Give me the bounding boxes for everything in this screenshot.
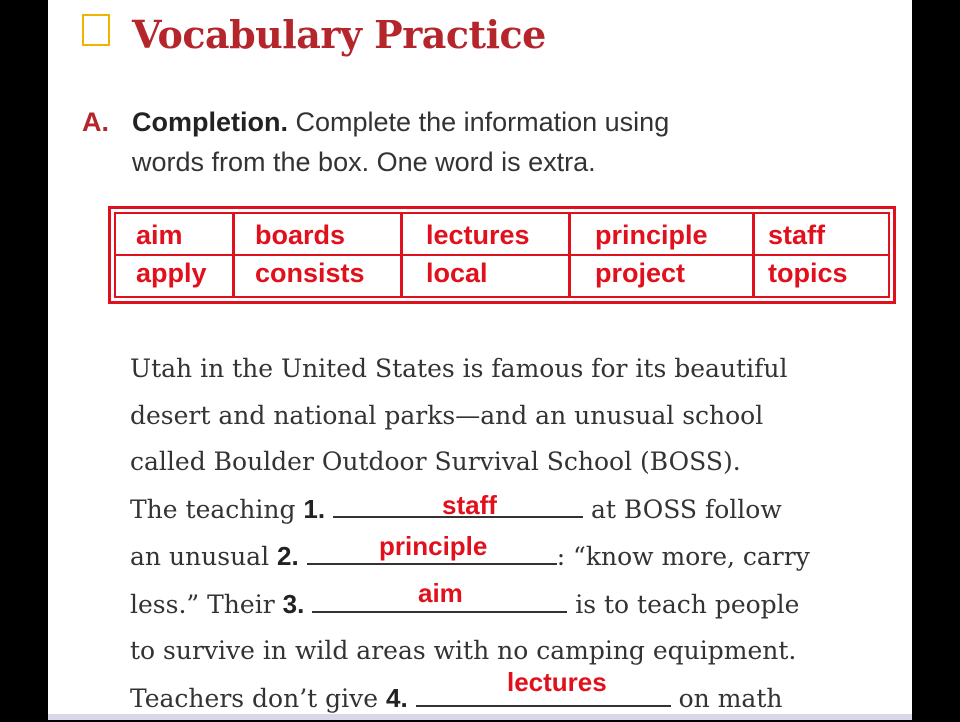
word-apply: apply	[136, 258, 207, 289]
passage-line: called Boulder Outdoor Survival School (BOSS).	[130, 439, 870, 486]
passage-line	[130, 486, 870, 534]
blank-number-2: 2.	[277, 541, 299, 571]
instruction-text-1: Complete the information using	[296, 107, 670, 137]
word-consists: consists	[255, 258, 365, 289]
word-topics: topics	[768, 258, 848, 289]
word-staff: staff	[768, 220, 825, 251]
passage-text: less.” Their	[130, 590, 275, 619]
exercise-letter: A.	[82, 102, 132, 142]
section-icon	[82, 14, 110, 46]
passage-text: Teachers don’t give	[130, 684, 378, 713]
passage-text: on math	[679, 684, 783, 713]
instruction-text-2: words from the box. One word is extra.	[82, 142, 782, 182]
word-boards: boards	[255, 220, 345, 251]
blank-number-1: 1.	[303, 494, 325, 524]
passage-text: : “know more, carry	[557, 542, 810, 571]
answer-2: principle	[379, 531, 487, 562]
word-aim: aim	[136, 220, 183, 251]
bottom-strip	[48, 714, 912, 720]
exercise-name: Completion.	[132, 107, 288, 137]
passage-text: at BOSS follow	[591, 495, 782, 524]
answer-3: aim	[418, 578, 463, 609]
word-project: project	[595, 258, 685, 289]
passage-line	[130, 533, 870, 581]
passage-line: desert and national parks—and an unusual school	[130, 393, 870, 440]
passage-line: to survive in wild areas with no camping equipment.	[130, 628, 870, 675]
answer-1: staff	[442, 490, 497, 521]
word-principle: principle	[595, 220, 708, 251]
passage-line: Utah in the United States is famous for its beautiful	[130, 346, 870, 393]
word-box-inner	[114, 212, 890, 298]
word-lectures: lectures	[426, 220, 530, 251]
reading-passage	[130, 346, 870, 722]
page-title: Vocabulary Practice	[132, 12, 546, 57]
blank-number-4: 4.	[386, 683, 408, 713]
passage-text: an unusual	[130, 542, 269, 571]
blank-number-3: 3.	[283, 589, 305, 619]
passage-line	[130, 581, 870, 629]
row-divider	[116, 254, 888, 256]
instruction	[82, 102, 782, 182]
answer-4: lectures	[507, 667, 607, 698]
word-box	[108, 206, 896, 304]
word-local: local	[426, 258, 488, 289]
passage-text: is to teach people	[575, 590, 799, 619]
passage-text: The teaching	[130, 495, 295, 524]
